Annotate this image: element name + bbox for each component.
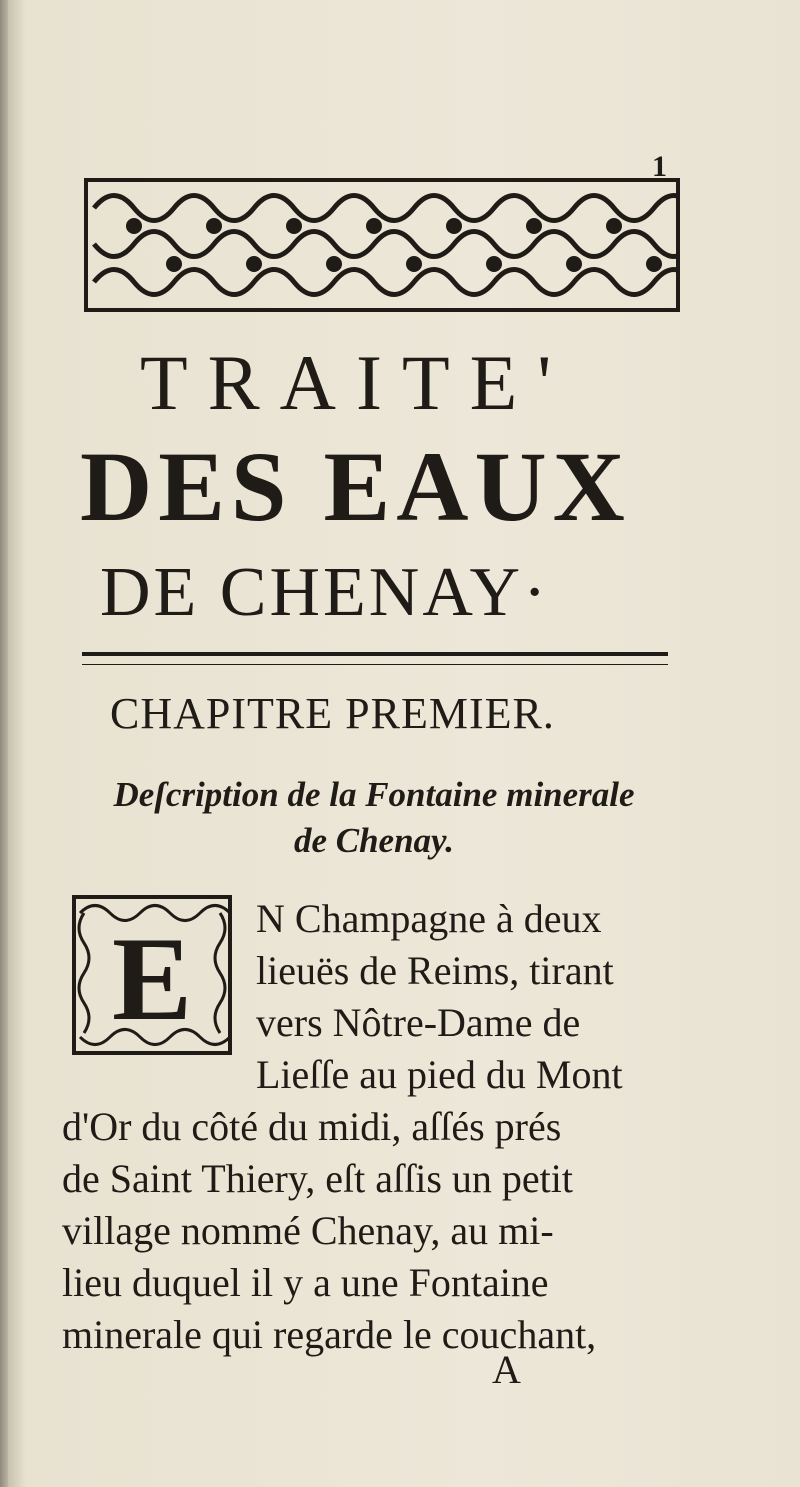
svg-text:E: E (111, 912, 193, 1045)
chapter-subtitle (74, 772, 674, 863)
catchword: A (492, 1347, 521, 1392)
subtitle-line-1: Deſcription de la Fontaine minerale (113, 775, 635, 814)
text-line: lieu duquel il y a une Fontaine (62, 1260, 549, 1305)
title-line-2: DES EAUX (80, 431, 631, 542)
text-line: minerale qui regarde le couchant, (62, 1312, 597, 1357)
text-line: d'Or du côté du midi, aſſés prés (62, 1104, 562, 1149)
title-rule (82, 652, 668, 656)
text-line: lieuës de Reims, tirant (256, 948, 614, 993)
chapter-heading: CHAPITRE PREMIER. (110, 689, 555, 738)
text-line: Lieſſe au pied du Mont (256, 1052, 623, 1097)
title-line-1: TRAITE' (140, 339, 572, 426)
subtitle-line-2: de Chenay. (293, 820, 455, 860)
text-line: de Saint Thiery, eſt aſſis un petit (62, 1156, 574, 1201)
title-line-3: DE CHENAY· (100, 554, 550, 631)
text-line: village nommé Chenay, au mi- (62, 1208, 554, 1253)
ornamental-drop-cap (70, 893, 234, 1057)
text-line: N Champagne à deux (256, 896, 602, 941)
title-rule-thin (82, 664, 668, 665)
decorative-headpiece (84, 178, 680, 312)
text-line: vers Nôtre-Dame de (256, 1000, 581, 1045)
page-number: 1 (652, 150, 667, 183)
